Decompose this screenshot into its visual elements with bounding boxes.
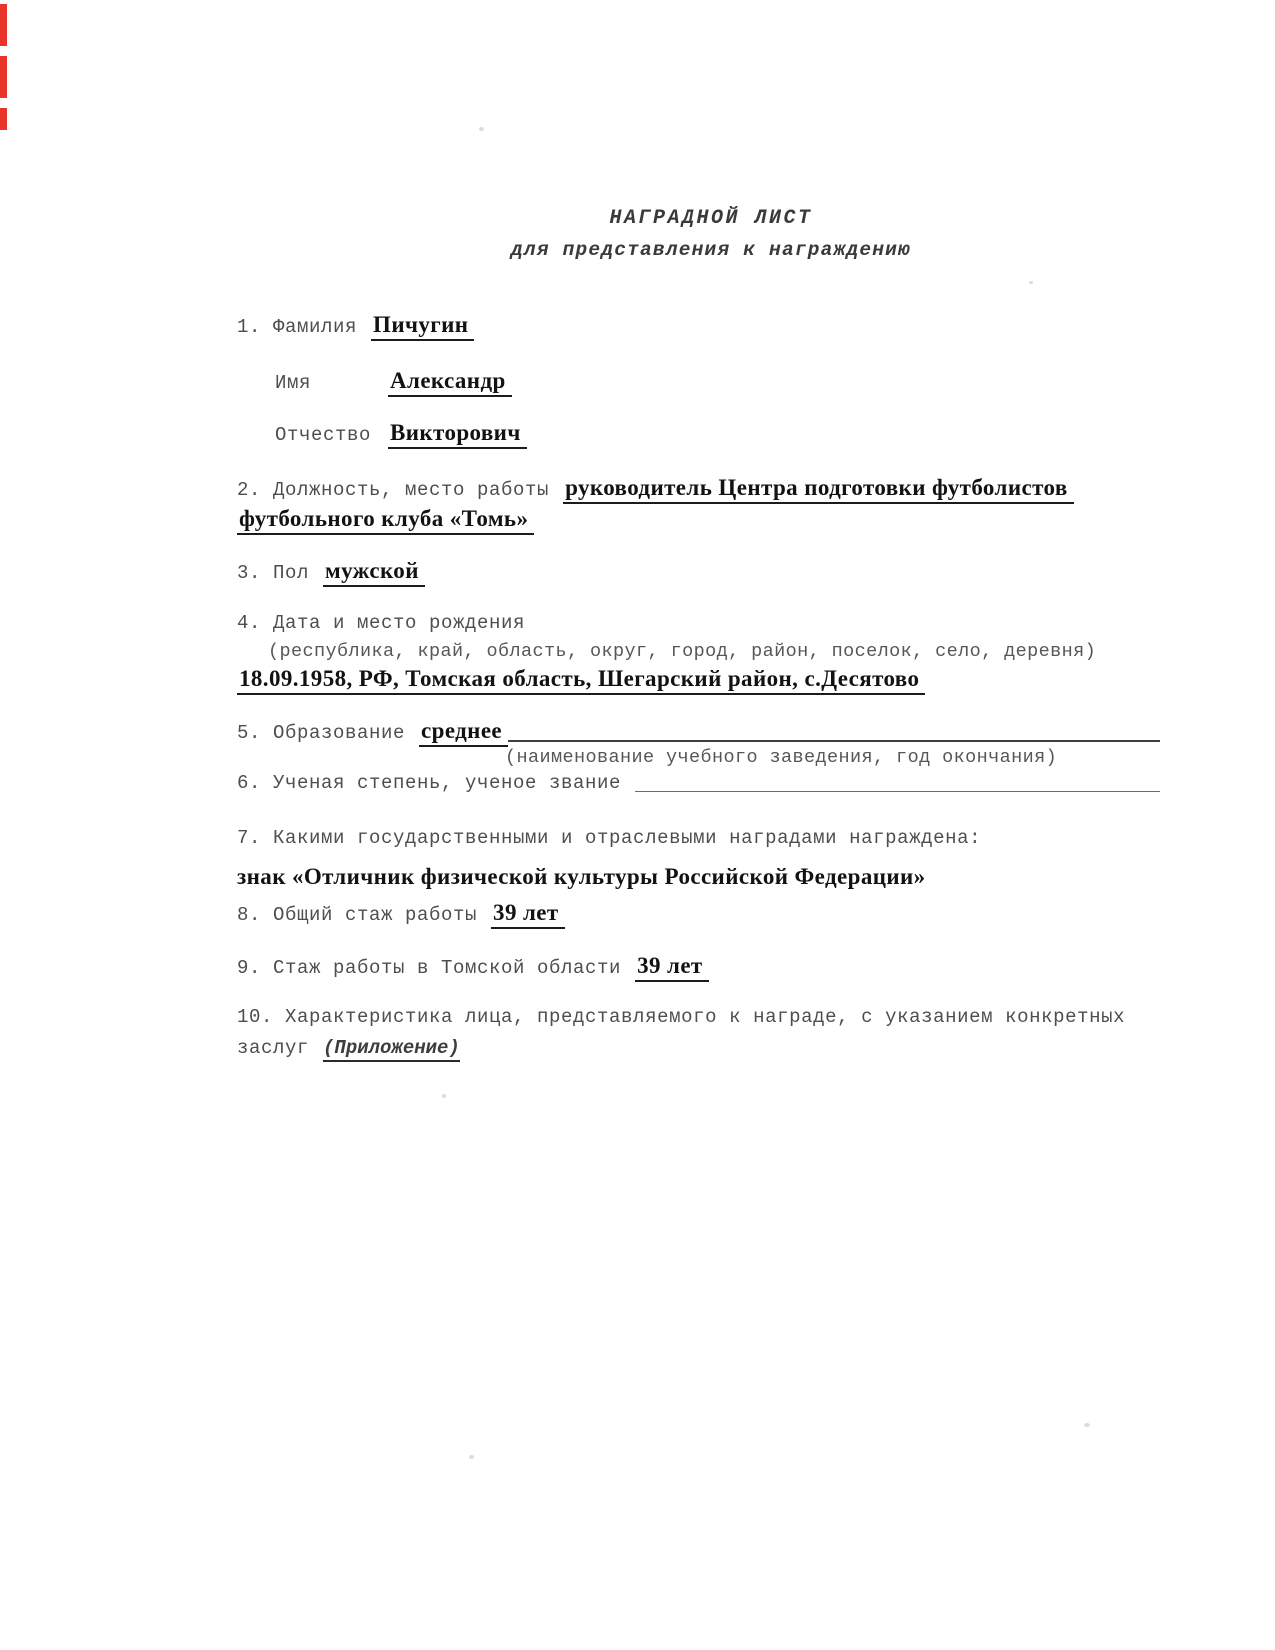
scan-speck	[442, 1094, 446, 1098]
field-degree-label: 6. Ученая степень, ученое звание	[237, 772, 622, 794]
field-total-experience-label: 8. Общий стаж работы	[237, 904, 478, 926]
document-title-line1: НАГРАДНОЙ ЛИСТ	[609, 207, 813, 230]
field-first-name	[275, 368, 1185, 397]
field-education-value: среднее	[419, 718, 508, 747]
field-patronymic	[275, 420, 1185, 449]
field-birth-label: 4. Дата и место рождения	[237, 612, 526, 634]
scan-speck	[469, 1455, 474, 1459]
field-birth-hint-row	[268, 641, 1185, 662]
field-position-label: 2. Должность, место работы	[237, 479, 550, 501]
field-first-name-label: Имя	[275, 372, 312, 394]
field-gender-value: мужской	[323, 558, 425, 587]
field-characteristic-label-line2: заслуг	[237, 1037, 310, 1059]
field-regional-experience-value: 39 лет	[635, 953, 709, 982]
field-birth-hint: (республика, край, область, округ, город, район, поселок, село, деревня)	[268, 641, 1097, 662]
field-first-name-value: Александр	[388, 368, 512, 397]
field-awards	[237, 827, 1185, 849]
field-surname-value: Пичугин	[371, 312, 474, 341]
scan-speck	[479, 127, 484, 131]
field-position-line2	[237, 506, 1185, 535]
field-birth	[237, 612, 1185, 634]
scan-speck	[1084, 1423, 1090, 1427]
field-birth-value-row	[237, 666, 1185, 695]
field-gender	[237, 558, 1185, 587]
field-awards-value: знак «Отличник физической культуры Российской Федерации»	[237, 864, 926, 889]
field-position-value-line1: руководитель Центра подготовки футболистов	[563, 475, 1074, 504]
field-degree	[237, 772, 1160, 794]
field-position	[237, 475, 1185, 504]
field-education	[237, 718, 1160, 747]
field-characteristic-value: (Приложение)	[323, 1037, 460, 1062]
field-characteristic	[237, 1006, 1185, 1028]
field-education-hint-row	[505, 747, 1185, 768]
field-awards-value-row	[237, 864, 1185, 890]
field-total-experience-value: 39 лет	[491, 900, 565, 929]
field-patronymic-value: Викторович	[388, 420, 527, 449]
field-regional-experience	[237, 953, 1185, 982]
field-patronymic-label: Отчество	[275, 424, 372, 446]
degree-blank-line	[635, 791, 1160, 792]
education-blank-line	[508, 740, 1160, 742]
field-regional-experience-label: 9. Стаж работы в Томской области	[237, 957, 622, 979]
field-education-label: 5. Образование	[237, 722, 406, 744]
document-title	[237, 207, 1185, 261]
field-awards-label: 7. Какими государственными и отраслевыми наградами награждена:	[237, 827, 982, 849]
scan-speck	[1029, 281, 1033, 284]
field-surname-label: 1. Фамилия	[237, 316, 358, 338]
field-surname	[237, 312, 1185, 341]
field-characteristic-line2	[237, 1037, 1185, 1062]
document-title-line2: для представления к награждению	[511, 239, 911, 261]
field-characteristic-label-line1: 10. Характеристика лица, представляемого к награде, с указанием конкретных	[237, 1006, 1126, 1028]
scan-edge-artifact	[0, 4, 7, 130]
field-total-experience	[237, 900, 1185, 929]
field-position-value-line2: футбольного клуба «Томь»	[237, 506, 534, 535]
field-education-hint: (наименование учебного заведения, год окончания)	[505, 747, 1058, 768]
field-birth-value: 18.09.1958, РФ, Томская область, Шегарский район, с.Десятово	[237, 666, 925, 695]
field-gender-label: 3. Пол	[237, 562, 310, 584]
